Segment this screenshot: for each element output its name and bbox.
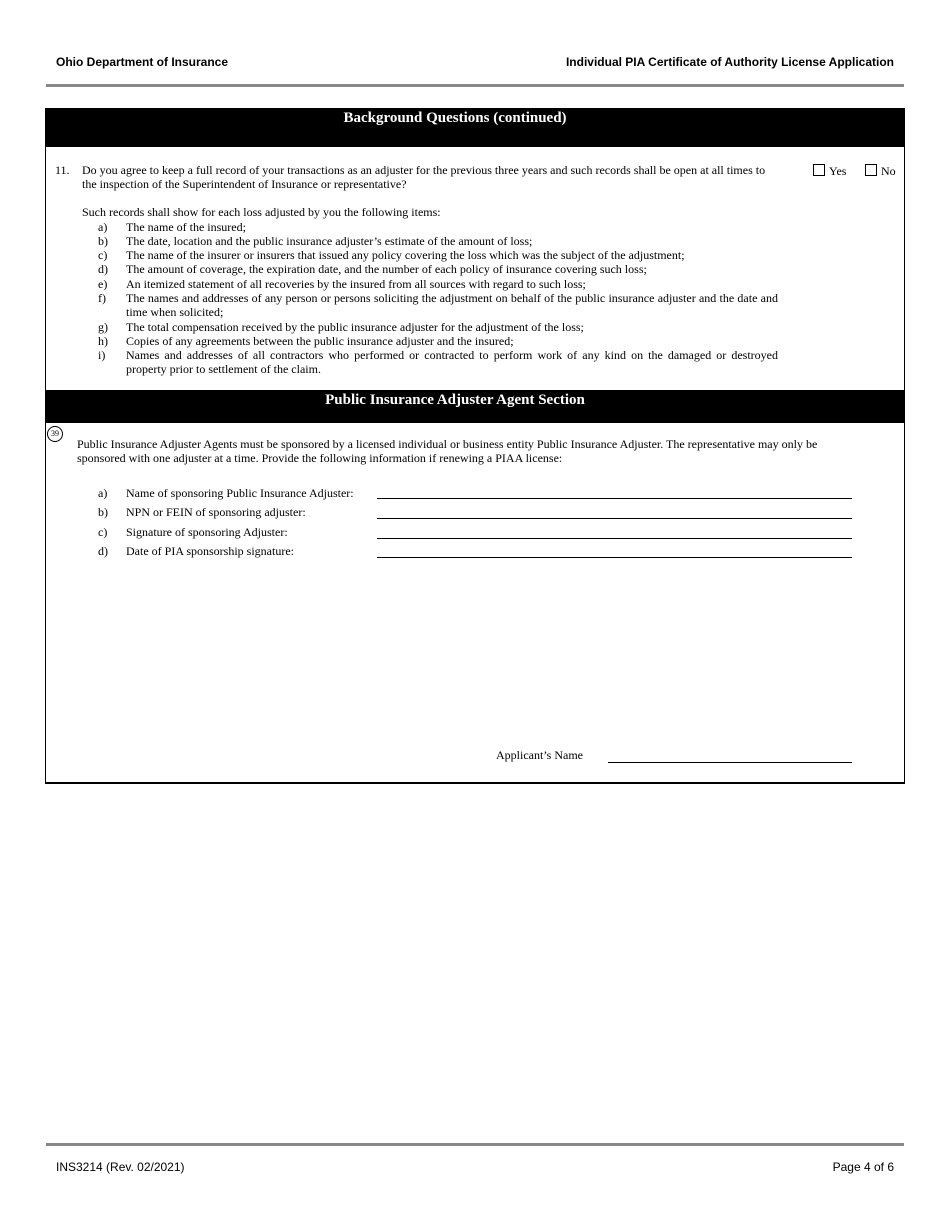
records-intro: Such records shall show for each loss adjusted by you the following items: [82,205,441,219]
checkbox-box[interactable] [813,164,825,176]
item-letter: b) [98,234,108,248]
item-text: The names and addresses of any person or persons soliciting the adjustment on behalf of the public insurance adjuster and the date and time when solicited; [126,291,778,319]
item-text: The amount of coverage, the expiration date, and the number of each policy of insurance covering such loss; [126,262,647,276]
item-letter: e) [98,277,108,291]
item-letter: h) [98,334,108,348]
no-checkbox[interactable] [865,164,896,178]
sponsorship-date-field[interactable] [377,557,852,558]
field-label: Name of sponsoring Public Insurance Adjuster: [126,486,354,500]
footer-divider [46,1143,904,1146]
checkbox-box[interactable] [865,164,877,176]
form-number: INS3214 (Rev. 02/2021) [56,1160,185,1174]
applicant-name-field[interactable] [608,762,852,763]
item-text: Copies of any agreements between the public insurance adjuster and the insured; [126,334,514,348]
item-letter: i) [98,348,106,362]
agent-section-title: Public Insurance Adjuster Agent Section [325,392,585,408]
item-text: Names and addresses of all contractors who performed or contracted to perform work of any kind on the damaged or destroyed property prior to settlement of the claim. [126,348,778,376]
item-letter: g) [98,320,108,334]
sponsor-signature-field[interactable] [377,538,852,539]
agent-paragraph: Public Insurance Adjuster Agents must be sponsored by a licensed individual or business entity Public Insurance Adjuster. The representative may only be sponsored with one adjuster at a time. Provide the following information if renewing a PIAA license: [77,437,818,465]
question-number: 11. [55,163,70,177]
item-text: The name of the insured; [126,220,246,234]
yes-checkbox[interactable] [813,164,846,178]
question-text: Do you agree to keep a full record of your transactions as an adjuster for the previous three years and such records shall be open at all times to the inspection of the Superintendent of Insurance or representative? [82,163,766,191]
sponsoring-adjuster-name-field[interactable] [377,498,852,499]
background-section-title: Background Questions (continued) [343,110,567,126]
applicant-name-label: Applicant’s Name [496,748,583,762]
header-divider [46,84,904,87]
item-letter: d) [98,262,108,276]
item-letter: f) [98,291,106,305]
agency-name: Ohio Department of Insurance [56,55,229,69]
question-marker: 39 [47,426,63,442]
no-label: No [881,164,896,178]
agent-section-header [46,390,904,423]
item-text: An itemized statement of all recoveries by the insured from all sources with regard to such loss; [126,277,586,291]
item-letter: c) [98,248,108,262]
form-title: Individual PIA Certificate of Authority License Application [565,55,894,69]
npn-fein-field[interactable] [377,518,852,519]
yes-label: Yes [829,164,847,178]
page-number: Page 4 of 6 [832,1160,894,1174]
field-label: Signature of sponsoring Adjuster: [126,525,288,539]
item-text: The total compensation received by the public insurance adjuster for the adjustment of the loss; [126,320,584,334]
item-text: The date, location and the public insurance adjuster’s estimate of the amount of loss; [126,234,533,248]
field-letter: d) [98,544,108,558]
background-section-header [46,109,904,147]
field-label: NPN or FEIN of sponsoring adjuster: [126,505,306,519]
field-letter: b) [98,505,108,519]
item-letter: a) [98,220,108,234]
field-letter: a) [98,486,108,500]
field-label: Date of PIA sponsorship signature: [126,544,294,558]
item-text: The name of the insurer or insurers that issued any policy covering the loss which was the subject of the adjustment; [126,248,685,262]
form-frame [45,108,905,784]
field-letter: c) [98,525,108,539]
